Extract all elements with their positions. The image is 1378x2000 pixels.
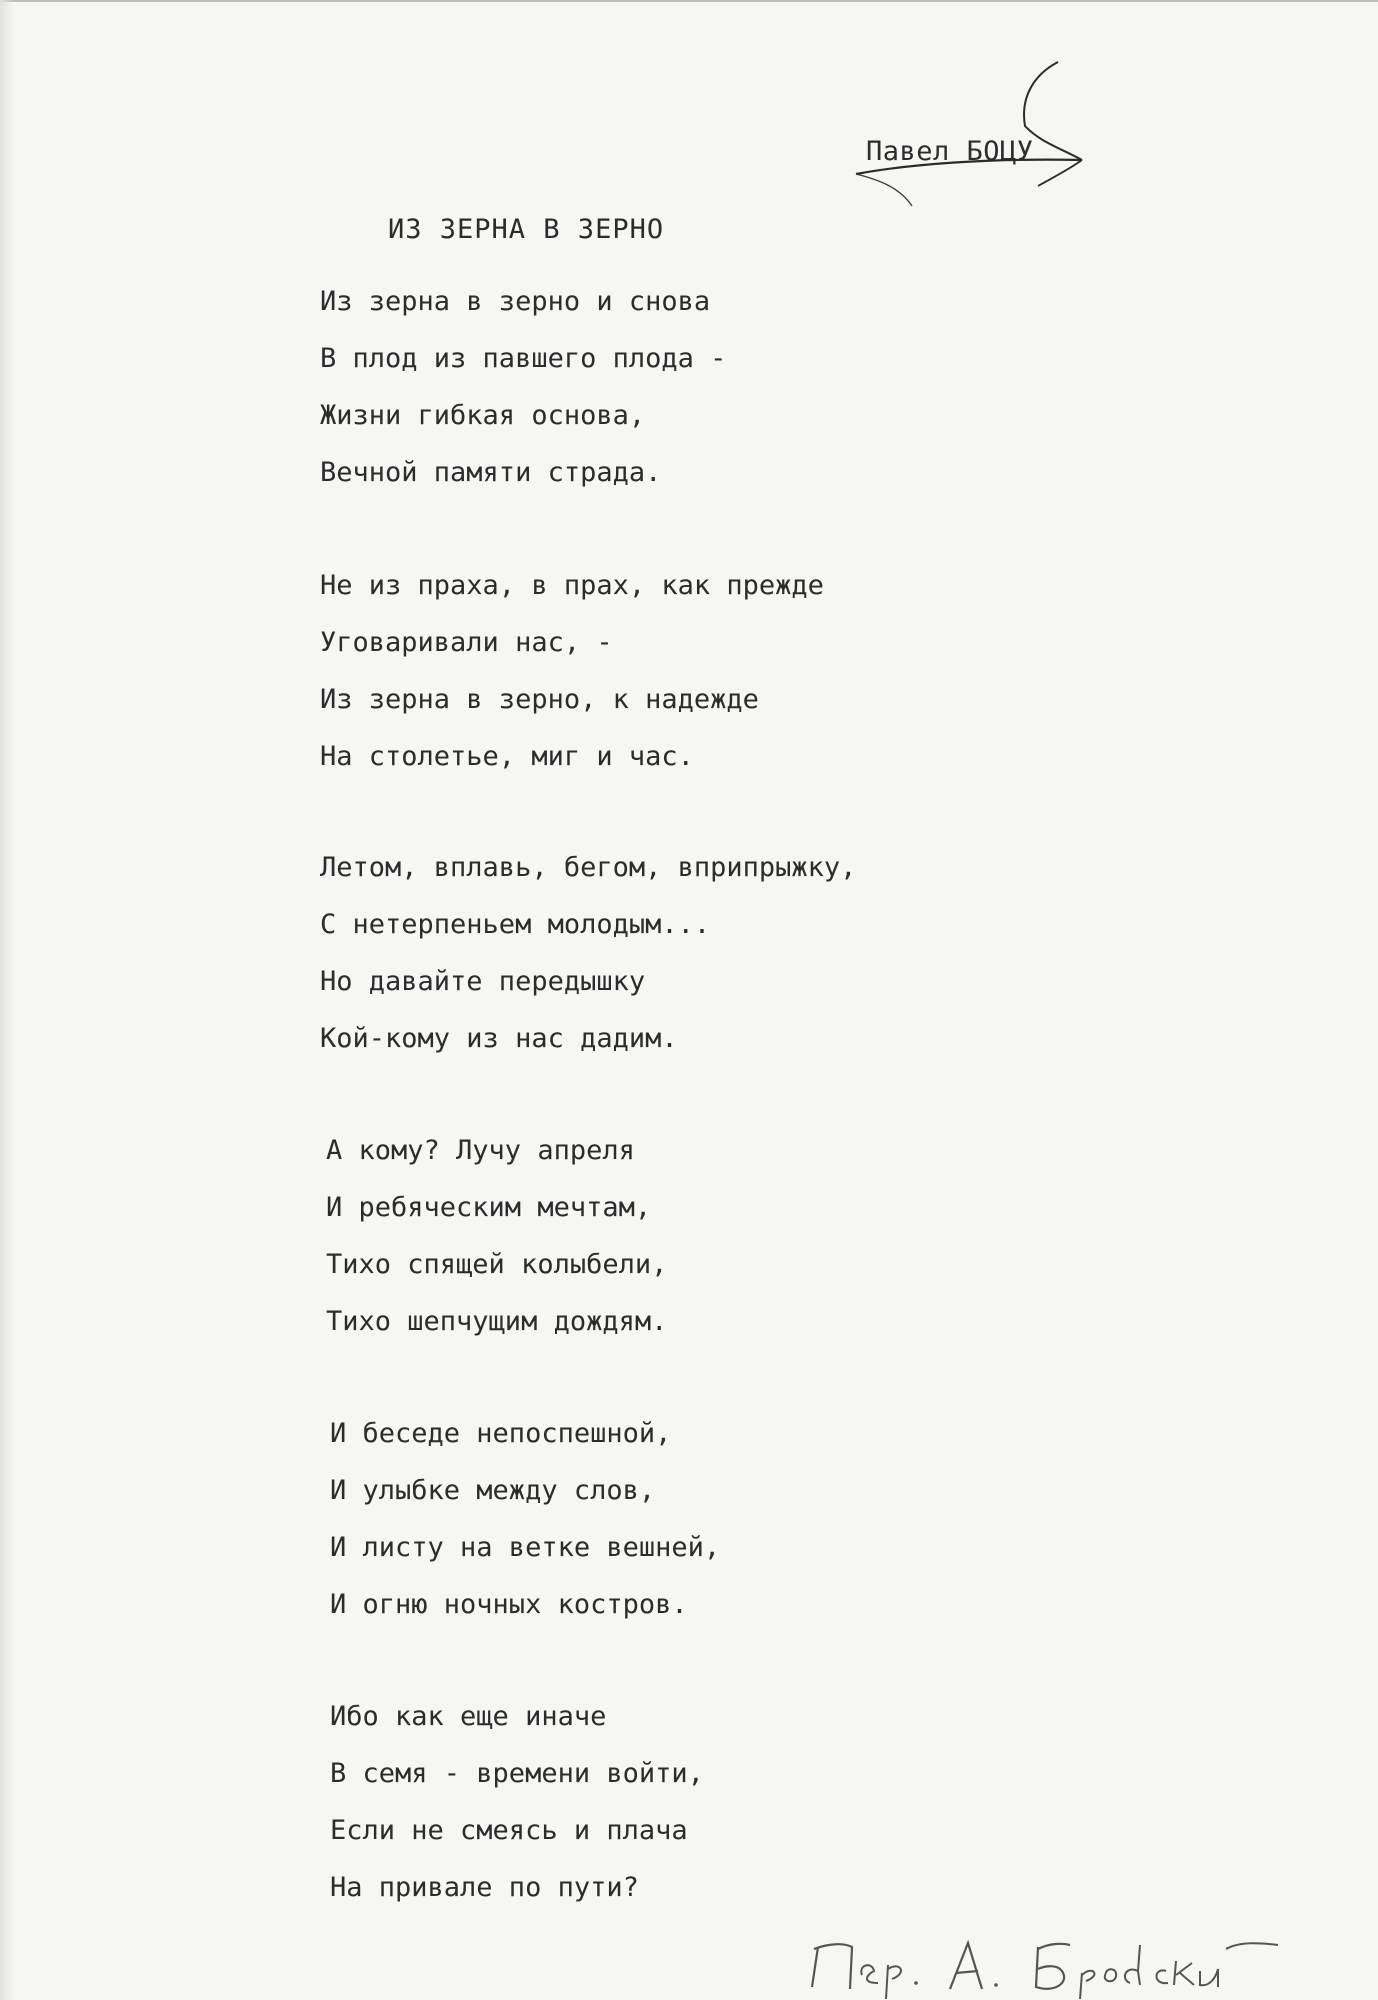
- author-name: Павел БОЦУ: [866, 136, 1034, 167]
- poem-line: На привале по пути?: [330, 1872, 639, 1903]
- poem-line: В семя - времени войти,: [330, 1758, 704, 1789]
- poem-line: С нетерпеньем молодым...: [320, 909, 711, 940]
- stanza-3: [320, 848, 856, 1076]
- poem-line: Летом, вплавь, бегом, вприпрыжку,: [320, 852, 857, 883]
- poem-line: Уговаривали нас, -: [320, 627, 613, 658]
- poem-line: И ребяческим мечтам,: [326, 1192, 652, 1223]
- poem-line: Но давайте передышку: [320, 966, 646, 997]
- translator-signature: [800, 1925, 1300, 2000]
- poem-line: Кой-кому из нас дадим.: [320, 1023, 678, 1054]
- poem-line: Жизни гибкая основа,: [320, 400, 646, 431]
- stanza-2: [320, 566, 824, 794]
- stanza-6: [330, 1697, 704, 1925]
- poem-line: Если не смеясь и плача: [330, 1815, 688, 1846]
- poem-line: В плод из павшего плода -: [320, 343, 727, 374]
- poem-line: И улыбке между слов,: [330, 1475, 656, 1506]
- poem-line: И огню ночных костров.: [330, 1589, 688, 1620]
- poem-line: Тихо спящей колыбели,: [326, 1249, 668, 1280]
- stanza-1: [320, 282, 726, 510]
- stanza-4: [326, 1131, 667, 1359]
- poem-line: Вечной памяти страда.: [320, 457, 662, 488]
- stanza-5: [330, 1414, 720, 1642]
- poem-line: А кому? Лучу апреля: [326, 1135, 635, 1166]
- poem-line: Из зерна в зерно, к надежде: [320, 684, 759, 715]
- poem-title: ИЗ ЗЕРНА В ЗЕРНО: [388, 214, 665, 245]
- poem-line: Тихо шепчущим дождям.: [326, 1306, 668, 1337]
- poem-line: И листу на ветке вешней,: [330, 1532, 721, 1563]
- poem-line: Ибо как еще иначе: [330, 1701, 607, 1732]
- poem-line: Из зерна в зерно и снова: [320, 286, 711, 317]
- poem-line: На столетье, миг и час.: [320, 741, 694, 772]
- poem-line: Не из праха, в прах, как прежде: [320, 570, 824, 601]
- poem-line: И беседе непоспешной,: [330, 1418, 672, 1449]
